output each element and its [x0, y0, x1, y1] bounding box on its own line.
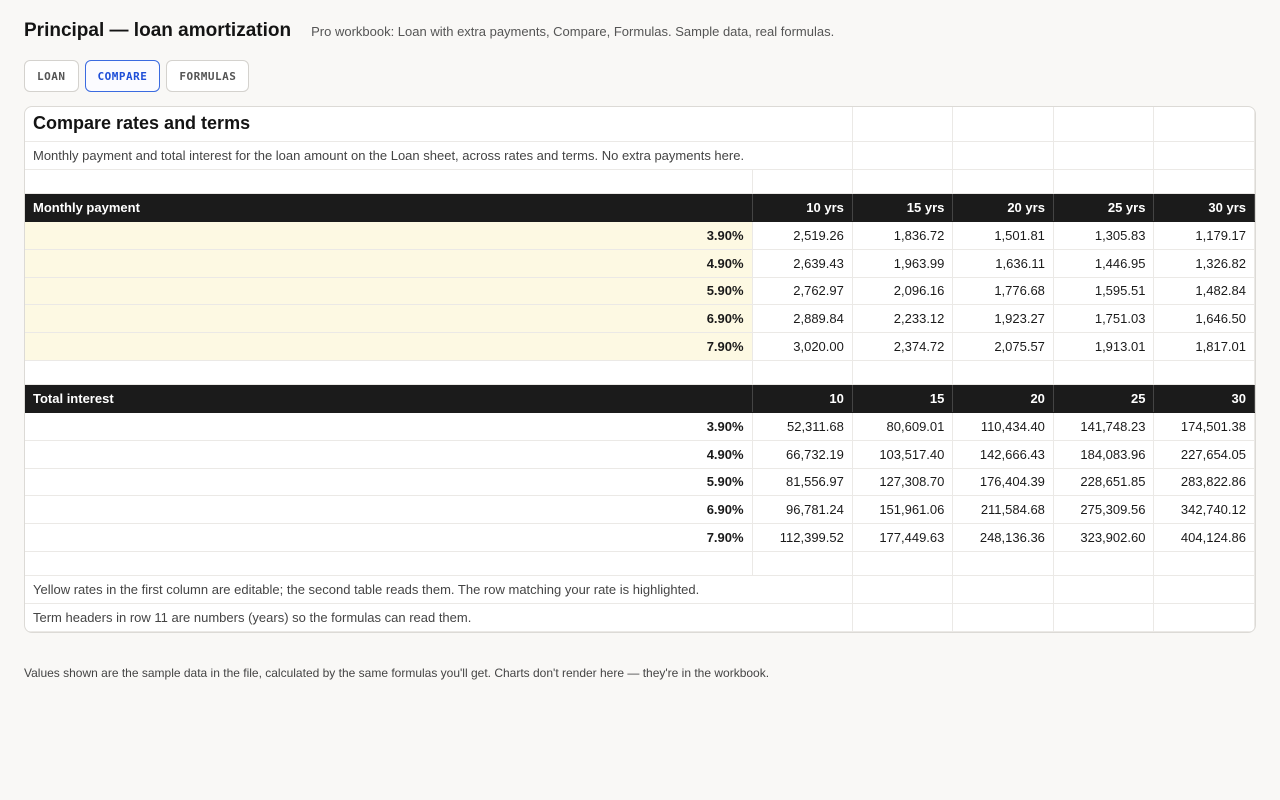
- value-cell[interactable]: 342,740.12: [1154, 495, 1255, 523]
- value-cell[interactable]: 1,776.68: [953, 277, 1054, 304]
- page-subtitle: Pro workbook: Loan with extra payments, Compare, Formulas. Sample data, real formulas.: [311, 24, 835, 39]
- rate-cell[interactable]: 6.90%: [25, 495, 752, 523]
- value-cell[interactable]: 2,762.97: [752, 277, 852, 304]
- value-cell[interactable]: 1,179.17: [1154, 221, 1255, 249]
- tab-formulas[interactable]: FORMULAS: [166, 60, 249, 92]
- value-cell[interactable]: 81,556.97: [752, 468, 852, 495]
- rate-input-cell[interactable]: 4.90%: [25, 249, 752, 277]
- value-cell[interactable]: 283,822.86: [1154, 468, 1255, 495]
- value-cell[interactable]: 275,309.56: [1053, 495, 1154, 523]
- sheet-description: Monthly payment and total interest for the loan amount on the Loan sheet, across rates and terms. No extra payments here.: [33, 147, 745, 163]
- value-cell[interactable]: 1,913.01: [1053, 332, 1154, 360]
- compare-sheet: [24, 106, 1256, 633]
- rate-cell[interactable]: 3.90%: [25, 412, 752, 440]
- value-cell[interactable]: 2,889.84: [752, 304, 852, 332]
- value-cell[interactable]: 96,781.24: [752, 495, 852, 523]
- rate-input-cell[interactable]: 3.90%: [25, 221, 752, 249]
- description-cell: [25, 141, 752, 169]
- value-cell[interactable]: 66,732.19: [752, 440, 852, 468]
- page-header: [24, 20, 834, 42]
- value-cell[interactable]: 1,595.51: [1053, 277, 1154, 304]
- value-cell[interactable]: 227,654.05: [1154, 440, 1255, 468]
- value-cell[interactable]: 52,311.68: [752, 412, 852, 440]
- value-cell[interactable]: 1,446.95: [1053, 249, 1154, 277]
- sheet-tabs: [24, 60, 249, 92]
- value-cell[interactable]: 176,404.39: [953, 468, 1054, 495]
- note-cell: [25, 575, 752, 603]
- value-cell[interactable]: 142,666.43: [953, 440, 1054, 468]
- value-cell[interactable]: 1,817.01: [1154, 332, 1255, 360]
- column-header: 20: [953, 384, 1054, 412]
- table-row: [25, 221, 1255, 249]
- value-cell[interactable]: 127,308.70: [852, 468, 953, 495]
- value-cell[interactable]: 80,609.01: [852, 412, 953, 440]
- column-header: 30 yrs: [1154, 193, 1255, 221]
- value-cell[interactable]: 211,584.68: [953, 495, 1054, 523]
- value-cell[interactable]: 3,020.00: [752, 332, 852, 360]
- note-cell: [25, 603, 752, 631]
- value-cell[interactable]: 1,482.84: [1154, 277, 1255, 304]
- value-cell[interactable]: 1,636.11: [953, 249, 1054, 277]
- value-cell[interactable]: 1,305.83: [1053, 221, 1154, 249]
- value-cell[interactable]: 103,517.40: [852, 440, 953, 468]
- table-row: [25, 412, 1255, 440]
- value-cell[interactable]: 1,923.27: [953, 304, 1054, 332]
- rate-cell[interactable]: 7.90%: [25, 523, 752, 551]
- column-header: Monthly payment: [25, 193, 752, 221]
- value-cell[interactable]: 2,639.43: [752, 249, 852, 277]
- term-headers-note: Term headers in row 11 are numbers (years) so the formulas can read them.: [33, 609, 472, 625]
- column-header: 25 yrs: [1053, 193, 1154, 221]
- value-cell[interactable]: 2,075.57: [953, 332, 1054, 360]
- value-cell[interactable]: 110,434.40: [953, 412, 1054, 440]
- interest-header-row: [25, 384, 1255, 412]
- rate-input-cell[interactable]: 6.90%: [25, 304, 752, 332]
- value-cell[interactable]: 228,651.85: [1053, 468, 1154, 495]
- sheet-title-cell: [25, 107, 752, 141]
- tab-loan[interactable]: LOAN: [24, 60, 79, 92]
- value-cell[interactable]: 2,374.72: [852, 332, 953, 360]
- table-row: [25, 495, 1255, 523]
- table-row: [25, 277, 1255, 304]
- rate-cell[interactable]: 5.90%: [25, 468, 752, 495]
- value-cell[interactable]: 2,519.26: [752, 221, 852, 249]
- rate-input-cell[interactable]: 5.90%: [25, 277, 752, 304]
- value-cell[interactable]: 1,646.50: [1154, 304, 1255, 332]
- column-header: 15: [852, 384, 953, 412]
- table-row: [25, 523, 1255, 551]
- value-cell[interactable]: 174,501.38: [1154, 412, 1255, 440]
- value-cell[interactable]: 1,326.82: [1154, 249, 1255, 277]
- column-header: 25: [1053, 384, 1154, 412]
- rate-cell[interactable]: 4.90%: [25, 440, 752, 468]
- column-header: 20 yrs: [953, 193, 1054, 221]
- value-cell[interactable]: 404,124.86: [1154, 523, 1255, 551]
- payment-header-row: [25, 193, 1255, 221]
- value-cell[interactable]: 1,836.72: [852, 221, 953, 249]
- value-cell[interactable]: 141,748.23: [1053, 412, 1154, 440]
- tab-compare[interactable]: COMPARE: [85, 60, 161, 92]
- value-cell[interactable]: 1,751.03: [1053, 304, 1154, 332]
- editable-rates-note: Yellow rates in the first column are editable; the second table reads them. The row matching your rate is highlighted.: [33, 581, 700, 597]
- table-row: [25, 468, 1255, 495]
- value-cell[interactable]: 248,136.36: [953, 523, 1054, 551]
- value-cell[interactable]: 1,501.81: [953, 221, 1054, 249]
- column-header: 10: [752, 384, 852, 412]
- table-row: [25, 440, 1255, 468]
- column-header: Total interest: [25, 384, 752, 412]
- value-cell[interactable]: 112,399.52: [752, 523, 852, 551]
- value-cell[interactable]: 184,083.96: [1053, 440, 1154, 468]
- column-header: 15 yrs: [852, 193, 953, 221]
- value-cell[interactable]: 1,963.99: [852, 249, 953, 277]
- value-cell[interactable]: 323,902.60: [1053, 523, 1154, 551]
- table-row: [25, 332, 1255, 360]
- value-cell[interactable]: 151,961.06: [852, 495, 953, 523]
- column-header: 10 yrs: [752, 193, 852, 221]
- table-row: [25, 304, 1255, 332]
- sheet-title: Compare rates and terms: [33, 113, 251, 134]
- column-header: 30: [1154, 384, 1255, 412]
- table-row: [25, 249, 1255, 277]
- value-cell[interactable]: 2,096.16: [852, 277, 953, 304]
- page-title: Principal — loan amortization: [24, 20, 292, 41]
- footer-note: Values shown are the sample data in the file, calculated by the same formulas you'll get. Charts don't render here — they're in the workbook.: [24, 666, 770, 680]
- value-cell[interactable]: 177,449.63: [852, 523, 953, 551]
- rate-input-cell[interactable]: 7.90%: [25, 332, 752, 360]
- value-cell[interactable]: 2,233.12: [852, 304, 953, 332]
- spreadsheet-grid: [25, 107, 1255, 632]
